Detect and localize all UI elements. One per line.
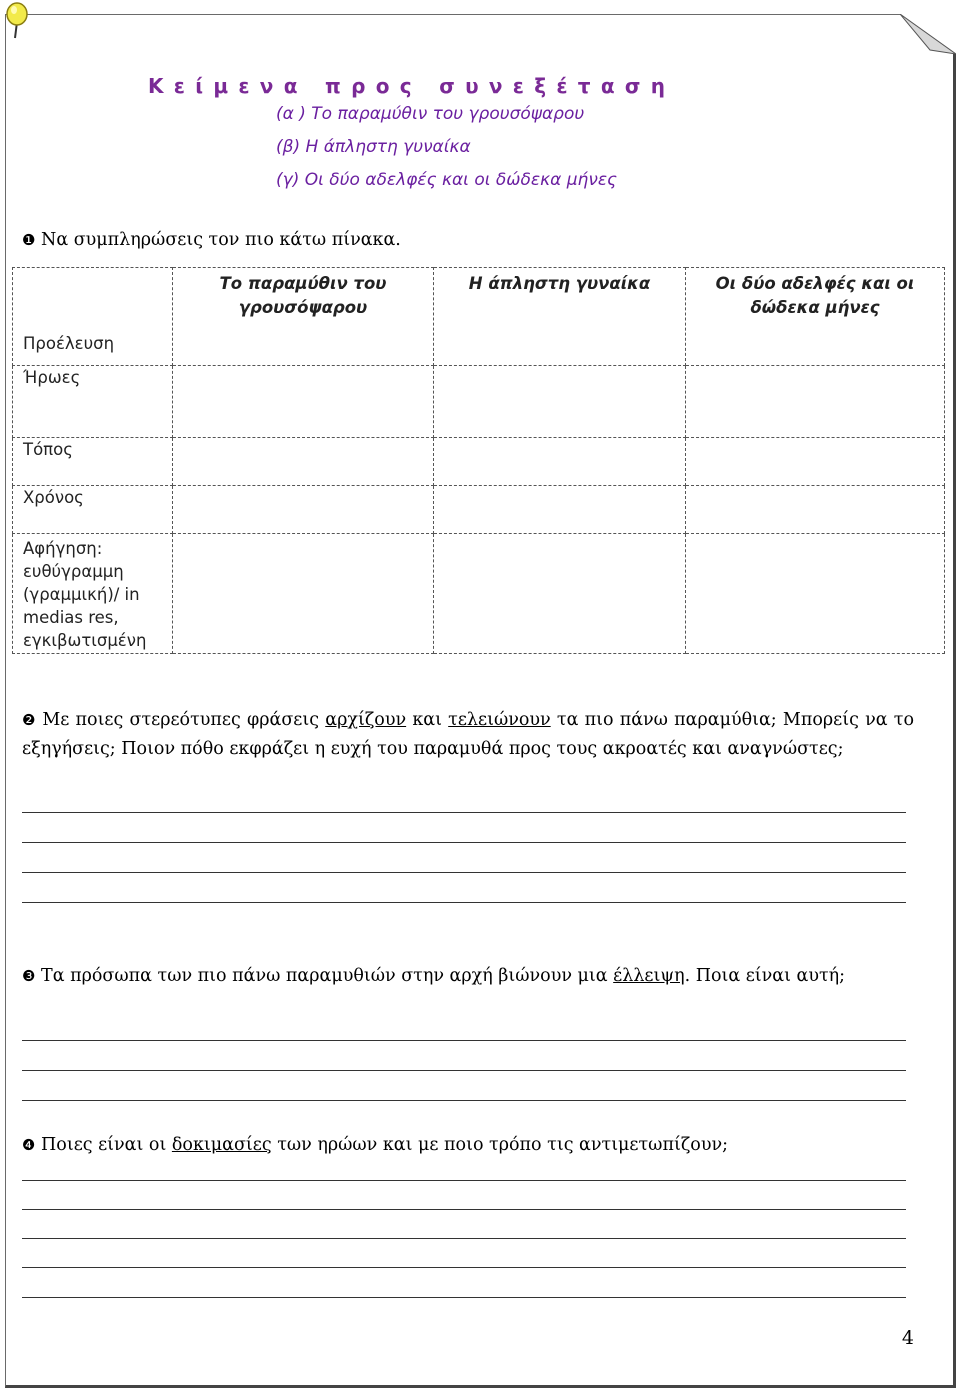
- answer-line[interactable]: [22, 1297, 906, 1298]
- text-item-a: (α ) Το παραμύθιν του γρουσόψαρου: [276, 104, 585, 124]
- cell-time-2[interactable]: [434, 486, 686, 534]
- question-1-text: Να συμπληρώσεις τον πιο κάτω πίνακα.: [41, 230, 401, 250]
- question-3-text-b: . Ποια είναι αυτή;: [684, 966, 846, 986]
- question-4-text-a: Ποιες είναι οι: [41, 1135, 172, 1155]
- cell-place-1[interactable]: [173, 438, 434, 486]
- answer-line[interactable]: [22, 812, 906, 813]
- row-label-heroes: Ήρωες: [13, 366, 173, 438]
- cell-heroes-2[interactable]: [434, 366, 686, 438]
- cell-heroes-3[interactable]: [686, 366, 945, 438]
- page-title: Κείμενα προς συνεξέταση: [148, 74, 676, 98]
- question-2-text-c: τα πιο πάνω παραμύθια; Μπορείς να το εξηγήσεις; Ποιον πόθο εκφράζει η ευχή του παραμυθά προς τους ακροατές και αναγνώστες;: [22, 710, 914, 759]
- question-3-text-a: Τα πρόσωπα των πιο πάνω παραμυθιών στην αρχή βιώνουν μια: [41, 966, 614, 986]
- page-frame: [5, 14, 956, 1388]
- pushpin-icon: [0, 0, 34, 40]
- answer-line[interactable]: [22, 1267, 906, 1268]
- page-curl-icon: [900, 14, 956, 54]
- header-goldfish-tale: Το παραμύθιν του γρουσόψαρου: [173, 268, 434, 366]
- cell-narration-2[interactable]: [434, 534, 686, 654]
- question-2-keyword-end: τελειώνουν: [448, 710, 551, 730]
- number-2-icon: ❷: [22, 711, 37, 729]
- answer-line[interactable]: [22, 1100, 906, 1101]
- answer-line[interactable]: [22, 1040, 906, 1041]
- question-4-keyword: δοκιμασίες: [171, 1135, 272, 1155]
- answer-line[interactable]: [22, 1070, 906, 1071]
- question-1: [22, 226, 914, 255]
- text-item-b: (β) Η άπληστη γυναίκα: [276, 137, 471, 157]
- text-item-c: (γ) Οι δύο αδελφές και οι δώδεκα μήνες: [276, 170, 617, 190]
- number-1-icon: ❶: [22, 231, 36, 249]
- answer-line[interactable]: [22, 902, 906, 903]
- answer-line[interactable]: [22, 1180, 906, 1181]
- answer-line[interactable]: [22, 1238, 906, 1239]
- cell-place-3[interactable]: [686, 438, 945, 486]
- number-4-icon: ❹: [22, 1136, 36, 1154]
- header-two-sisters: Οι δύο αδελφές και οι δώδεκα μήνες: [686, 268, 945, 366]
- cell-narration-1[interactable]: [173, 534, 434, 654]
- question-2-text-a: Με ποιες στερεότυπες φράσεις: [42, 710, 326, 730]
- row-label-time: Χρόνος: [13, 486, 173, 534]
- answer-line[interactable]: [22, 842, 906, 843]
- row-label-place: Τόπος: [13, 438, 173, 486]
- row-label-narration: Αφήγηση: ευθύγραμμη (γραμμική)/ in medias res, εγκιβωτισμένη: [13, 534, 173, 654]
- answer-line[interactable]: [22, 1209, 906, 1210]
- question-4-text-b: των ηρώων και με ποιο τρόπο τις αντιμετωπίζουν;: [271, 1135, 729, 1155]
- cell-heroes-1[interactable]: [173, 366, 434, 438]
- question-2: [22, 706, 914, 764]
- answer-line[interactable]: [22, 872, 906, 873]
- question-4: [22, 1131, 914, 1160]
- question-2-keyword-begin: αρχίζουν: [325, 710, 407, 730]
- comparison-table: [12, 267, 945, 654]
- row-label-origin: Προέλευση: [13, 268, 173, 366]
- cell-time-3[interactable]: [686, 486, 945, 534]
- number-3-icon: ❸: [22, 967, 36, 985]
- question-3-keyword: έλλειψη: [613, 966, 685, 986]
- question-3: [22, 962, 914, 991]
- header-greedy-woman: Η άπληστη γυναίκα: [434, 268, 686, 366]
- question-2-text-b: και: [406, 710, 449, 730]
- page-number: 4: [901, 1327, 914, 1349]
- cell-time-1[interactable]: [173, 486, 434, 534]
- cell-place-2[interactable]: [434, 438, 686, 486]
- cell-narration-3[interactable]: [686, 534, 945, 654]
